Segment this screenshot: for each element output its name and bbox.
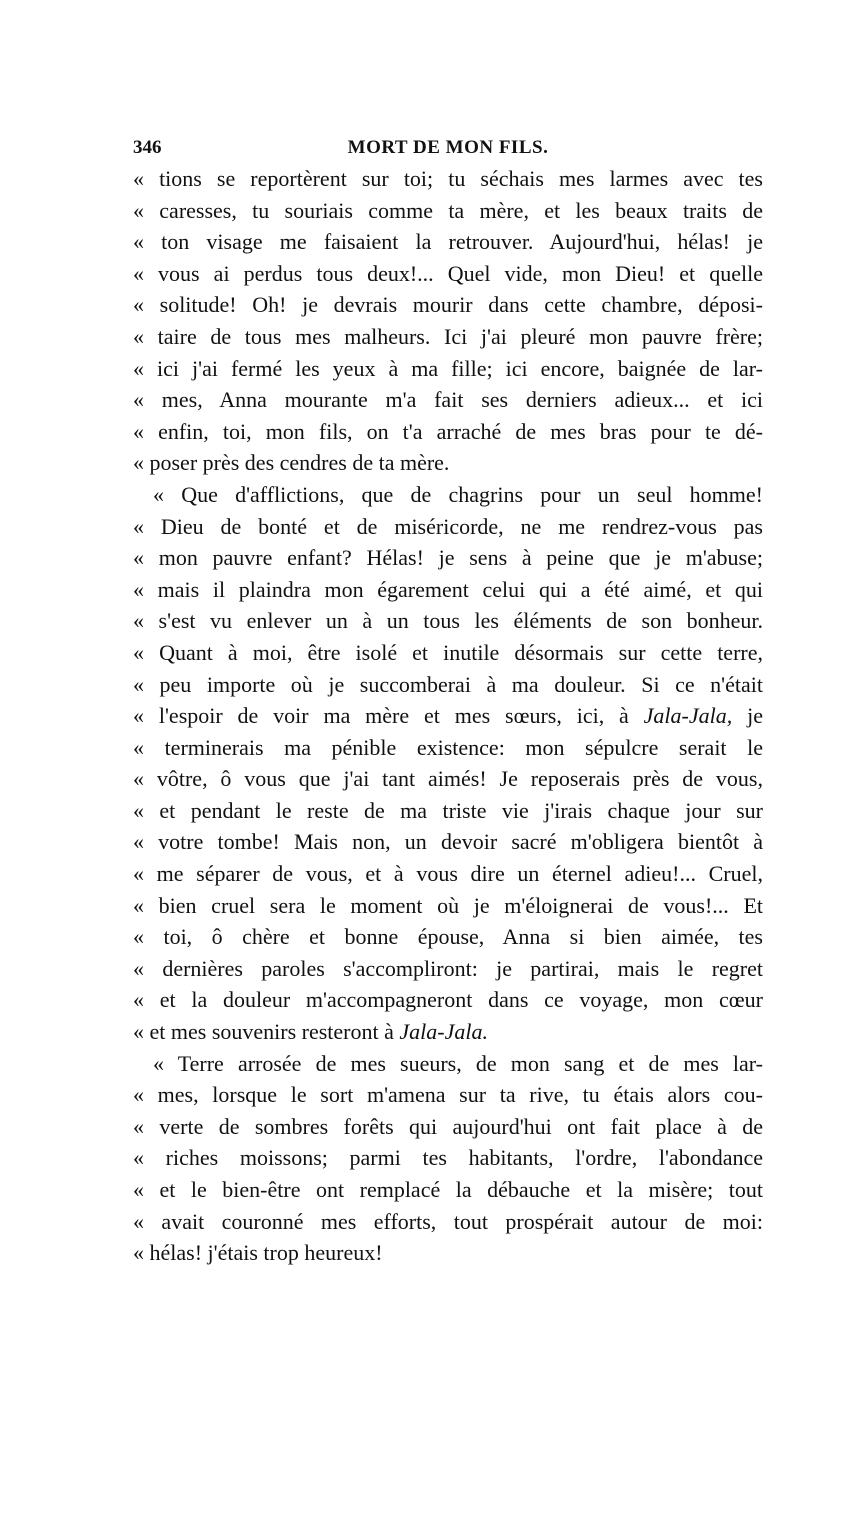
text-line [133,858,763,890]
text-segment: « tions se reportèrent sur toi; tu séchais mes larmes avec tes [133,166,763,191]
text-segment: « et pendant le reste de ma triste vie j'irais chaque jour sur [133,797,763,823]
text-line [133,605,763,637]
text-line [133,890,763,922]
text-line [133,763,763,795]
text-segment: « l'espoir de voir ma mère et mes sœurs, ici, à [133,703,644,729]
text-segment: « mes, lorsque le sort m'amena sur ta rive, tu étais alors cou- [133,1082,763,1108]
running-title: MORT DE MON FILS. [347,137,549,158]
text-line [133,637,763,669]
page-number: 346 [133,137,162,158]
text-segment: « et le bien-être ont remplacé la débauche et la misère; tout [133,1177,763,1202]
body-text [133,163,763,1269]
text-segment: « dernières paroles s'accompliront: je partirai, mais le regret [133,955,763,981]
text-segment: « ici j'ai fermé les yeux à ma fille; ici encore, baignée de lar- [133,355,763,381]
text-line [133,1048,763,1080]
text-segment: « vôtre, ô vous que j'ai tant aimés! Je reposerais près de vous, [133,766,763,792]
text-line [133,953,763,985]
text-segment: « poser près des cendres de ta mère. [133,450,450,476]
text-line [133,1016,763,1048]
paragraph [133,1048,763,1269]
text-segment: je [732,703,763,729]
text-line [133,258,763,290]
text-line [133,1142,763,1174]
text-line [133,700,763,732]
text-segment: « ton visage me faisaient la retrouver. Aujourd'hui, hélas! je [133,229,763,255]
text-line [133,921,763,953]
text-segment: « vous ai perdus tous deux!... Quel vide, mon Dieu! et quelle [133,260,763,286]
text-line [133,1111,763,1143]
text-segment: « Dieu de bonté et de miséricorde, ne me rendrez-vous pas [133,513,763,539]
text-line [133,1206,763,1238]
text-line [133,447,763,479]
text-line [133,195,763,227]
text-segment: « et mes souvenirs resteront à [133,1019,400,1045]
text-segment: « Que d'afflictions, que de chagrins pour un seul homme! [153,481,763,507]
text-line [133,826,763,858]
text-line [133,984,763,1016]
text-segment: « votre tombe! Mais non, un devoir sacré m'obligera bientôt à [133,829,763,855]
text-segment: « caresses, tu souriais comme ta mère, et les beaux traits de [133,197,763,223]
text-segment: « solitude! Oh! je devrais mourir dans cette chambre, déposi- [133,292,763,318]
text-segment: « mon pauvre enfant? Hélas! je sens à peine que je m'abuse; [133,545,763,571]
text-line [133,1237,763,1269]
text-line [133,511,763,543]
italic-place-name: Jala-Jala. [399,1019,488,1045]
text-line [133,1174,763,1206]
text-line [133,795,763,827]
text-segment: « toi, ô chère et bonne épouse, Anna si bien aimée, tes [133,924,763,950]
text-segment: « hélas! j'étais trop heureux! [133,1240,383,1266]
text-line [133,574,763,606]
text-segment: « s'est vu enlever un à un tous les éléments de son bonheur. [133,608,763,634]
text-line [133,542,763,574]
text-line [133,416,763,448]
text-line [133,163,763,195]
text-segment: « verte de sombres forêts qui aujourd'hui ont fait place à de [133,1113,763,1139]
text-segment: « peu importe où je succomberai à ma douleur. Si ce n'était [133,671,763,697]
text-segment: « avait couronné mes efforts, tout prospérait autour de moi: [133,1208,763,1234]
text-segment: « taire de tous mes malheurs. Ici j'ai pleuré mon pauvre frère; [133,323,763,349]
text-line [133,1079,763,1111]
text-segment: « Quant à moi, être isolé et inutile désormais sur cette terre, [133,639,763,665]
text-segment: « mes, Anna mourante m'a fait ses derniers adieux... et ici [133,387,763,413]
text-segment: « enfin, toi, mon fils, on t'a arraché de mes bras pour te dé- [133,418,763,444]
paragraph [133,479,763,1048]
text-line [133,226,763,258]
text-segment: « Terre arrosée de mes sueurs, de mon sang et de mes lar- [153,1050,763,1076]
paragraph [133,163,763,479]
text-line [133,289,763,321]
book-page [133,133,763,1269]
running-head [133,133,763,163]
text-line [133,384,763,416]
text-segment: « bien cruel sera le moment où je m'éloignerai de vous!... Et [133,892,763,918]
italic-place-name: Jala-Jala, [643,703,733,729]
text-line [133,732,763,764]
text-line [133,669,763,701]
text-segment: « me séparer de vous, et à vous dire un éternel adieu!... Cruel, [133,861,763,887]
text-segment: « et la douleur m'accompagneront dans ce voyage, mon cœur [133,987,763,1013]
text-segment: « riches moissons; parmi tes habitants, l'ordre, l'abondance [133,1145,763,1171]
text-segment: « terminerais ma pénible existence: mon sépulcre serait le [133,734,763,760]
text-segment: « mais il plaindra mon égarement celui qui a été aimé, et qui [133,576,763,602]
text-line [133,353,763,385]
text-line [133,321,763,353]
text-line [133,479,763,511]
